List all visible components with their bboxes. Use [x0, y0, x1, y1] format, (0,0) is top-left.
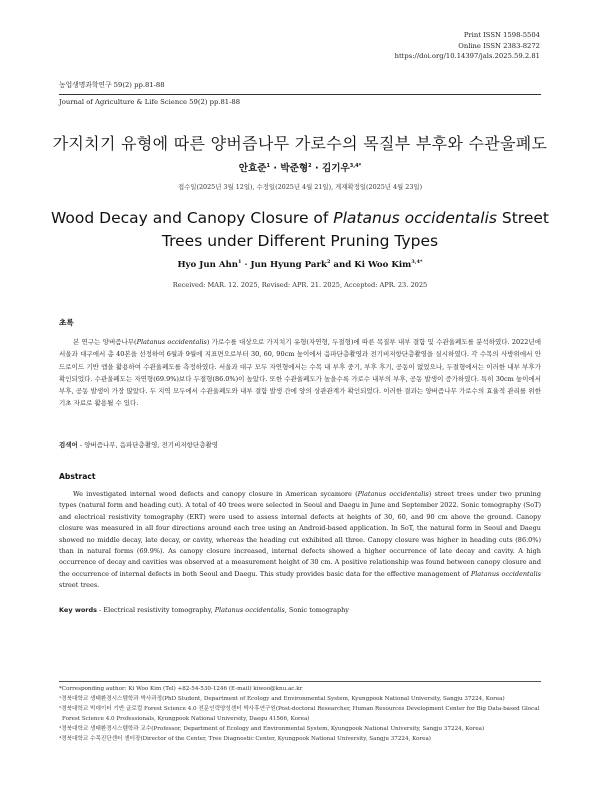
english-dates: Received: MAR. 12. 2025, Revised: APR. 21. 2025, Accepted: APR. 23. 2025	[172, 281, 428, 289]
online-issn: Online ISSN 2383-8272	[458, 41, 540, 50]
doi-link[interactable]: https://doi.org/10.14397/jals.2025.59.2.81	[394, 52, 540, 61]
journal-en: Journal of Agriculture & Life Science 59(2) pp.81-88	[59, 98, 241, 106]
english-abstract-heading: Abstract	[59, 472, 96, 481]
korean-authors: 안효준$^1$ · 박준형$^2$ · 김기우$^{3,4*}$	[238, 162, 362, 174]
footnotes	[59, 684, 541, 745]
en-author-1: Hyo Jun Ahn	[177, 259, 238, 270]
korean-title: 가지치기 유형에 따른 양버즘나무 가로수의 목질부 부후와 수관울폐도	[52, 134, 548, 153]
footnote-corresponding: *Corresponding author: Ki Woo Kim (Tel) +82-54-530-1246 (E-mail) kiwoo@knu.ac.kr	[59, 686, 303, 692]
footnote-rule	[59, 681, 541, 682]
english-title: Wood Decay and Canopy Closure of Platanus occidentalis Street Trees under Different Pruning Types	[51, 209, 549, 250]
footnote-3: ³경북대학교 생태환경시스템학과 교수(Professor, Department of Ecology and Environmental System, Kyungpook National University, Sangju 37224, Korea)	[59, 726, 485, 733]
ko-author-1: 안효준	[238, 163, 267, 174]
korean-abstract-heading: 초록	[59, 318, 74, 327]
english-authors: Hyo Jun Ahn$^1$ · Jun Hyung Park$^2$ and Ki Woo Kim$^{3,4*}$	[177, 259, 423, 270]
footnote-2: ²경북대학교 빅데이터 기반 글로컬 Forest Science 4.0 전문인력양성센터 박사후연구원(Post-doctoral Researcher, Human Resources Development Center for Big Data-based Glocal Forest Science 4.0 Professionals, Kyungpook National University, Daegu 41566, Korea)	[59, 706, 540, 723]
header-rule	[59, 94, 541, 95]
journal-ko: 농업생명과학연구 59(2) pp.81-88	[59, 81, 165, 89]
footnote-4: ⁴경북대학교 수목진단센터 센터장(Director of the Center, Tree Diagnostic Center, Kyungpook National University, Sangju 37224, Korea)	[59, 736, 431, 743]
ko-author-2: 박준형	[280, 163, 309, 174]
footnote-1: ¹경북대학교 생태환경시스템학과 박사과정(PhD Student, Department of Ecology and Environmental System, Kyungpook National University, Sangju 37224, Korea)	[59, 696, 505, 703]
en-author-3: Ki Woo Kim	[354, 259, 412, 270]
print-issn: Print ISSN 1598-5504	[463, 31, 540, 39]
issn-block	[280, 30, 540, 62]
english-abstract-body: We investigated internal wood defects and canopy closure in American sycamore (Platanus occidentalis) street trees under two pruning types (natural form and heading cut). A total of 40 trees were selected in Seoul and Daegu in June and September 2022. Sonic tomography (SoT) and electrical resistivity tomography (ERT) were used to assess internal defects at heights of 30, 60, and 90 cm above the ground. Canopy closure was measured in all four directions around each tree using an Android-based application. In SoT, the natural form in Seoul and Daegu showed no middle decay, late decay, or cavity, whereas the heading cut exhibited all three. Canopy closure was higher in heading cuts (86.0%) than in natural forms (69.9%). As canopy closure increased, internal defects showed a higher occurrence of late decay and cavity. A high occurrence of decay and cavities was observed at a measurement height of 30 cm. A positive relationship was found between canopy closure and the occurrence of internal defects in both Seoul and Daegu. This study provides basic data for the effective management of Platanus occidentalis street trees.	[59, 490, 541, 590]
ko-author-3: 김기우	[321, 163, 350, 174]
en-author-2: Jun Hyung Park	[250, 259, 327, 270]
korean-dates: 접수일(2025년 3월 12일), 수정일(2025년 4월 21일), 게재확정일(2025년 4월 23일)	[177, 183, 423, 191]
korean-abstract-body: 본 연구는 양버즘나무(Platanus occidentalis) 가로수를 대상으로 가지치기 유형(자연형, 두절형)에 따른 목질부 내부 결함 및 수관울폐도를 분석하였다. 2022년에 서울과 대구에서 총 40본을 선정하여 6월과 9월에 지표면으로부터 30, 60, 90cm 높이에서 음파단층촬영과 전기비저항단층촬영을 실시하였다. 각 수목의 사방위에서 안드로이드 기반 앱을 활용하여 수관울폐도를 측정하였다. 서울과 대구 모두 자연형에서는 수목 내 부후 중기, 부후 후기, 공동이 없었으나, 두절형에서는 이러한 내부 부후가 확인되었다. 수관울폐도는 자연형(69.9%)보다 두절형(86.0%)이 높았다. 또한 수관울폐도가 높을수록 가로수 내부의 부후, 공동 발생이 증가하였다. 특히 30cm 높이에서 부후, 공동 발생이 가장 많았다. 두 지역 모두에서 수관울폐도와 내부 결함 발생 간에 양의 상관관계가 확인되었다. 이러한 결과는 양버즘나무 가로수의 효율적 관리를 위한 기초 자료로 활용될 수 있다.	[59, 338, 541, 408]
korean-keywords: 검색어 - 양버즘나무, 음파단층촬영, 전기비저항단층촬영	[59, 441, 219, 449]
journal-citation	[59, 80, 359, 91]
english-keywords: Key words - Electrical resistivity tomography, Platanus occidentalis, Sonic tomography	[59, 606, 349, 614]
